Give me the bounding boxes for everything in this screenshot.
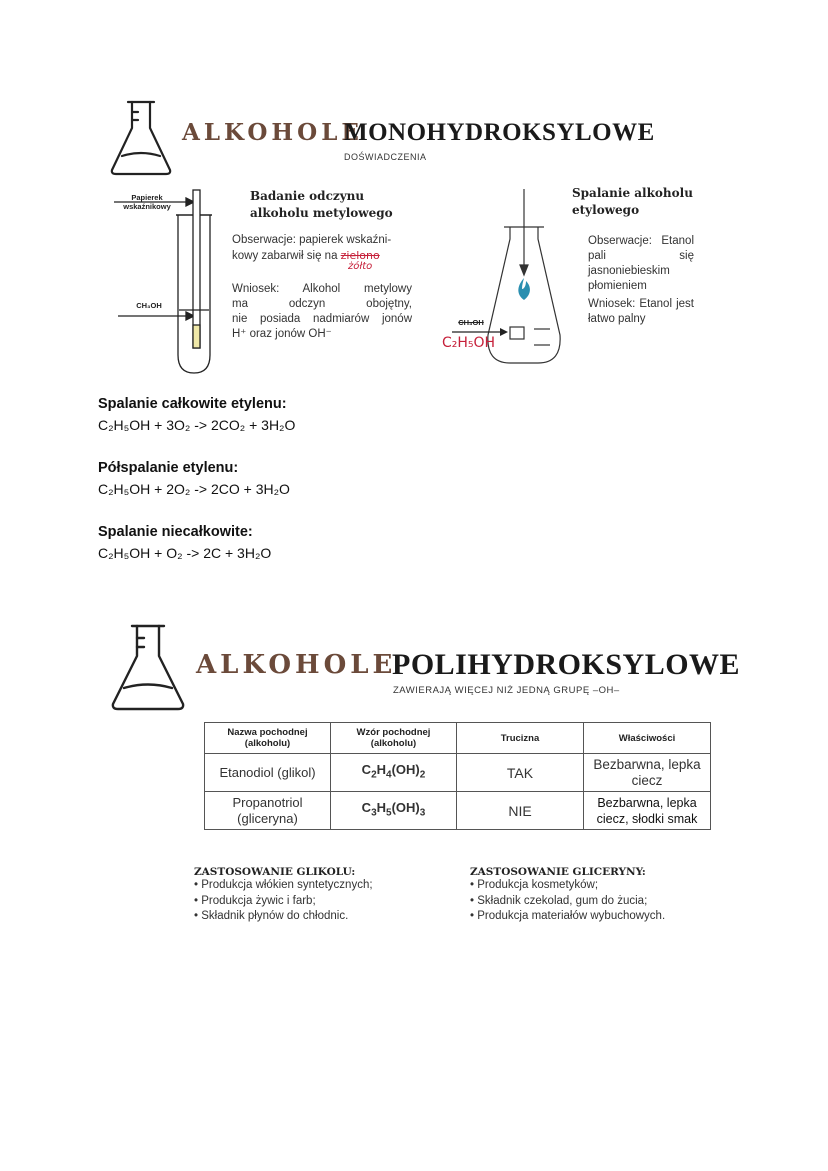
table-header: Właściwości: [584, 723, 711, 754]
exp1-conclusion-line4: H⁺ oraz jonów OH⁻: [232, 328, 332, 340]
list-item: • Produkcja włókien syntetycznych;: [194, 878, 454, 894]
equation2-title: Półspalanie etylenu:: [98, 460, 239, 476]
section1-heading-alkohole: ALKOHOLE: [182, 119, 363, 146]
formula-c-index: 3: [371, 807, 377, 819]
list-item: • Produkcja żywic i farb;: [194, 894, 454, 910]
exp1-observation-line1: Obserwacje: papierek wskaźni-: [232, 234, 392, 246]
flame-icon: [518, 278, 530, 300]
list-item: • Produkcja materiałów wybuchowych.: [470, 909, 730, 925]
table-cell-formula: $C_3H_5(OH)_3$: [331, 792, 457, 830]
exp1-observation-line2: [232, 248, 412, 272]
section2-heading-alkohole: ALKOHOLE: [196, 650, 397, 680]
section1-heading-monohydroksylowe: MONOHYDROKSYLOWE: [344, 119, 655, 146]
exp2-observation: Obserwacje: Etanol pali się jasnoniebieskim płomieniem: [588, 235, 694, 292]
exp2-title-line1: Spalanie alkoholu: [572, 186, 693, 200]
exp1-title-line1: Badanie odczynu: [250, 189, 365, 203]
formula-oh-index: 2: [419, 769, 426, 781]
table-row: [205, 754, 711, 792]
equation1-title: Spalanie całkowite etylenu:: [98, 396, 287, 412]
exp1-conclusion-line2: ma odczyn obojętny,: [232, 298, 412, 310]
label-indicator-paper-line1: Papierek: [131, 193, 163, 202]
list-item: • Składnik czekolad, gum do żucia;: [470, 894, 730, 910]
exp1-observation: [232, 233, 412, 272]
exp1-observation-correction: żółto: [348, 261, 373, 272]
table-header: Wzór pochodnej (alkoholu): [331, 723, 457, 754]
exp2-label-crossed: CH₃OH: [458, 318, 484, 327]
list-item: • Produkcja kosmetyków;: [470, 878, 730, 894]
exp1-conclusion: [232, 282, 412, 342]
formula-oh-index: 3: [419, 807, 426, 819]
list-item: • Składnik płynów do chłodnic.: [194, 909, 454, 925]
formula-h-index: 4: [386, 769, 392, 781]
exp2-label-correction: C₂H₅OH: [442, 335, 496, 351]
label-indicator-paper-line2: wskaźnikowy: [123, 202, 171, 211]
uses-glycol-list: [194, 878, 454, 925]
section1-subheading: DOŚWIADCZENIA: [344, 152, 427, 162]
test-tube-diagram: [108, 185, 228, 380]
exp1-conclusion-line1: Wniosek: Alkohol metylowy: [232, 283, 412, 295]
table-header: Trucizna: [457, 723, 584, 754]
formula-h-index: 5: [386, 807, 392, 819]
exp1-observation-text: kowy zabarwił się na: [232, 250, 341, 262]
formula-c-index: 2: [371, 769, 377, 781]
alcohols-table: [204, 722, 711, 830]
exp1-conclusion-line3: nie posiada nadmiarów jonów: [232, 313, 412, 325]
uses-glycol-title: ZASTOSOWANIE GLIKOLU:: [194, 866, 356, 878]
table-cell-poison: NIE: [457, 792, 584, 830]
table-cell-name: Propanotriol (gliceryna): [205, 792, 331, 830]
exp2-conclusion: Wniosek: Etanol jest łatwo palny: [588, 298, 694, 325]
erlenmeyer-flask-icon: [108, 98, 174, 178]
table-cell-properties: Bezbarwna, lepka ciecz, słodki smak: [584, 792, 711, 830]
uses-glycerin-list: [470, 878, 730, 925]
exp1-observation-crossed: zielono: [340, 249, 380, 262]
table-cell-name: Etanodiol (glikol): [205, 754, 331, 792]
equation2: C₂H₅OH + 2O₂ -> 2CO + 3H₂O: [98, 481, 290, 497]
exp1-title: [250, 188, 420, 222]
exp2-title-line2: etylowego: [572, 203, 640, 217]
table-header-row: [205, 723, 711, 754]
table-cell-properties: Bezbarwna, lepka ciecz: [584, 754, 711, 792]
table-row: [205, 792, 711, 830]
exp2-title: [572, 185, 702, 219]
erlenmeyer-flask-icon: [108, 622, 188, 714]
equation3-title: Spalanie niecałkowite:: [98, 524, 253, 540]
section2-heading-polihydroksylowe: POLIHYDROKSYLOWE: [392, 648, 741, 681]
table-header: Nazwa pochodnej (alkoholu): [205, 723, 331, 754]
equation3: C₂H₅OH + O₂ -> 2C + 3H₂O: [98, 545, 272, 561]
uses-glycol: [194, 866, 454, 925]
section2-subheading: ZAWIERAJĄ WIĘCEJ NIŻ JEDNĄ GRUPĘ –OH–: [393, 685, 620, 696]
exp1-title-line2: alkoholu metylowego: [250, 206, 393, 220]
label-methanol: CH₃OH: [136, 301, 162, 310]
table-cell-poison: TAK: [457, 754, 584, 792]
uses-glycerin: [470, 866, 730, 925]
table-cell-formula: $C_2H_4(OH)_2$: [331, 754, 457, 792]
uses-glycerin-title: ZASTOSOWANIE GLICERYNY:: [470, 866, 646, 878]
equation1: C₂H₅OH + 3O₂ -> 2CO₂ + 3H₂O: [98, 417, 296, 433]
